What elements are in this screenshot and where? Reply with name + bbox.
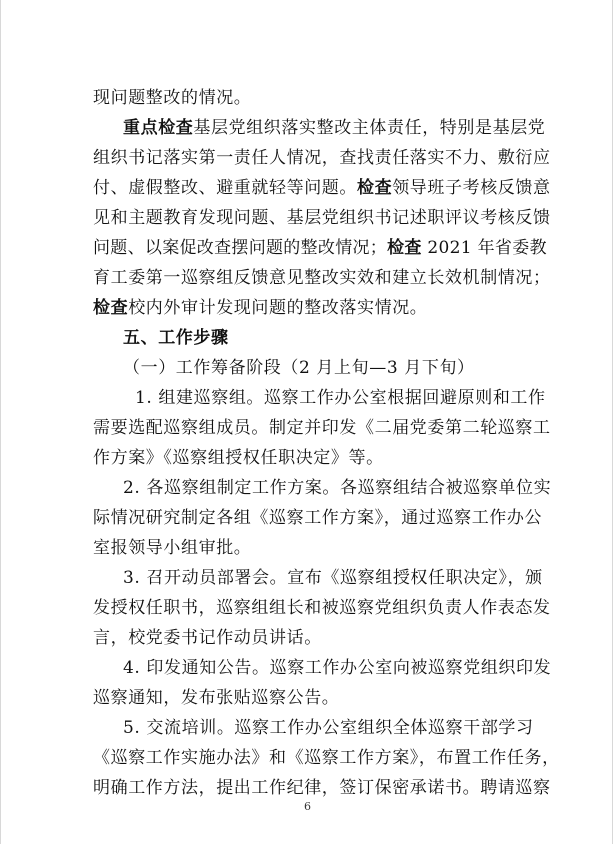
section-heading-text: 五、工作步骤 xyxy=(123,328,229,348)
text-line-21 xyxy=(93,683,533,713)
text-run: 育工委第一巡察组反馈意见整改实效和建立长效机制情况； xyxy=(93,268,551,288)
text-line-20 xyxy=(123,653,552,683)
text-run: 2. 各巡察组制定工作方案。各巡察组结合被巡察单位实 xyxy=(123,478,552,498)
text-run: 明确工作方法，提出工作纪律，签订保密承诺书。聘请巡察 xyxy=(93,778,551,798)
text-line-2 xyxy=(123,113,546,143)
text-line-12 xyxy=(93,413,551,443)
text-line-1 xyxy=(93,83,533,113)
text-line-3 xyxy=(93,143,551,173)
section-heading xyxy=(123,323,533,353)
text-line-24 xyxy=(93,773,551,803)
text-line-6 xyxy=(93,233,547,263)
text-run: 付、虚假整改、避重就轻等问题。 xyxy=(93,178,357,198)
text-line-16 xyxy=(93,533,533,563)
text-line-13 xyxy=(93,443,533,473)
text-line-18 xyxy=(93,593,551,623)
bold-keyword: 检查 xyxy=(387,238,422,258)
text-run: 发授权任职书，巡察组组长和被巡察党组织负责人作表态发 xyxy=(93,598,551,618)
subsection-heading xyxy=(123,353,533,383)
text-run: 问题、以案促改查摆问题的整改情况； xyxy=(93,238,388,258)
text-run: 巡察通知，发布张贴巡察公告。 xyxy=(93,688,340,708)
text-run: 见和主题教育发现问题、基层党组织书记述职评议考核反馈 xyxy=(93,208,551,228)
text-run: 校内外审计发现问题的整改落实情况。 xyxy=(128,298,428,318)
text-line-8 xyxy=(93,293,533,323)
text-line-17 xyxy=(123,563,543,593)
text-run: 5. 交流培训。巡察工作办公室组织全体巡察干部学习 xyxy=(123,718,534,738)
text-line-4 xyxy=(93,173,551,203)
text-run: 作方案》《巡察组授权任职决定》等。 xyxy=(93,448,384,468)
text-line-7 xyxy=(93,263,551,293)
text-run: 4. 印发通知公告。巡察工作办公室向被巡察党组织印发 xyxy=(123,658,552,678)
text-run: 2021 年省委教 xyxy=(421,238,547,258)
text-line-5 xyxy=(93,203,551,233)
bold-keyword: 重点检查 xyxy=(123,118,194,138)
text-line-11 xyxy=(135,383,546,413)
text-run: 际情况研究制定各组《巡察工作方案》，通过巡察工作办公 xyxy=(93,508,543,528)
page-number: 6 xyxy=(304,800,311,813)
text-run: 1. 组建巡察组。巡察工作办公室根据回避原则和工作 xyxy=(135,388,546,408)
text-line-22 xyxy=(123,713,533,743)
text-line-19 xyxy=(93,623,533,653)
text-line-15 xyxy=(93,503,543,533)
subsection-heading-text: （一）工作筹备阶段（2 月上旬—3 月下旬） xyxy=(123,358,475,378)
text-run: 《巡察工作实施办法》和《巡察工作方案》，布置工作任务， xyxy=(93,748,560,768)
text-run: 领导班子考核反馈意 xyxy=(392,178,551,198)
text-run: 基层党组织落实整改主体责任，特别是基层党 xyxy=(193,118,546,138)
text-run: 言，校党委书记作动员讲话。 xyxy=(93,628,322,648)
text-line-23 xyxy=(93,743,560,773)
text-line-14 xyxy=(123,473,552,503)
text-run: 3. 召开动员部署会。宣布《巡察组授权任职决定》，颁 xyxy=(123,568,543,588)
bold-keyword: 检查 xyxy=(93,298,129,318)
bold-keyword: 检查 xyxy=(357,178,393,198)
text-run: 室报领导小组审批。 xyxy=(93,538,252,558)
text-run: 现问题整改的情况。 xyxy=(93,88,252,108)
text-run: 需要选配巡察组成员。制定并印发《二届党委第二轮巡察工 xyxy=(93,418,551,438)
text-run: 组织书记落实第一责任人情况，查找责任落实不力、敷衍应 xyxy=(93,148,551,168)
